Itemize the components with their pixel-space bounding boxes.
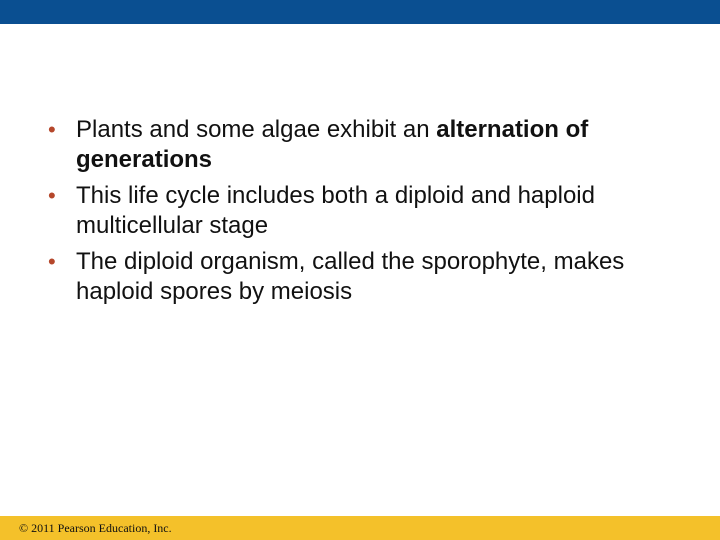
bullet-list — [48, 115, 698, 307]
bullet-dot-icon: • — [48, 183, 56, 208]
bullet-dot-icon: • — [48, 249, 56, 274]
slide-body — [48, 115, 698, 313]
top-banner — [0, 0, 720, 24]
bullet-item — [48, 115, 698, 175]
bullet-dot-icon: • — [48, 117, 56, 142]
bullet-text: Plants and some algae exhibit an — [76, 116, 437, 143]
copyright-notice: © 2011 Pearson Education, Inc. — [19, 521, 172, 535]
bullet-item — [48, 247, 698, 307]
bullet-item — [48, 181, 698, 241]
bullet-text: The diploid organism, called the sporophyte, makes haploid spores by meiosis — [76, 248, 625, 305]
bullet-text: This life cycle includes both a diploid and haploid multicellular stage — [76, 182, 595, 239]
bullet-bold-term: alternation of generations — [76, 116, 589, 173]
footer-bar — [0, 516, 720, 540]
